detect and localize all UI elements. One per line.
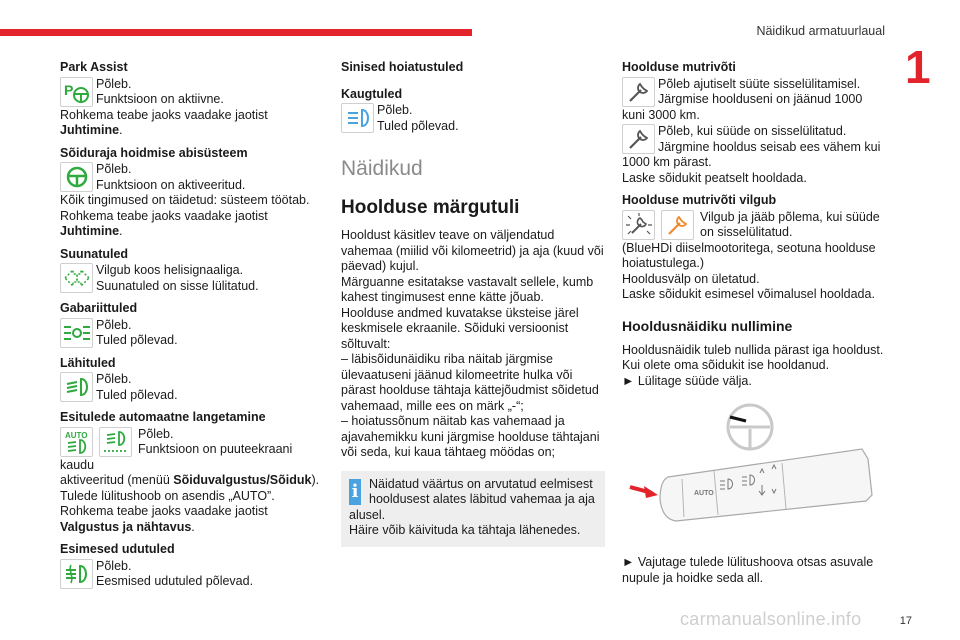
press-arrow [630,486,658,498]
turn-signals-desc: Suunatuled on sisse lülitatud. [96,278,259,293]
fog-lights-title: Esimesed udutuled [60,542,175,556]
info-note-text-2: Häire võib käivituda ka tähtaja lähenedes. [349,523,581,537]
side-lights-icon [60,318,93,348]
lane-assist-more-end: . [119,224,123,238]
info-note-text-1: Näidatud väärtus on arvutatud eelmisest hooldusest alates läbitud vahemaa ja aja alusel. [349,476,595,522]
turn-signals-title: Suunatuled [60,246,129,261]
park-assist-more [60,108,322,139]
spanner-icon [622,77,655,107]
svg-text:AUTO: AUTO [64,430,88,440]
service-spanner-text-2: Põleb, kui süüde on sisselülitatud. Järgmine hooldus seisab ees vähem kui 1000 km pärast. [622,124,881,169]
stalk-auto-label: AUTO [694,490,714,497]
high-beam-title: Kaugtuled [341,86,403,101]
chapter-number: 1 [905,41,931,93]
light-stalk-drawing [660,449,872,521]
spanner-flash-text-4: Laske sõidukit esimesel võimalusel hooldada. [622,287,875,301]
high-beam-icon [341,103,374,133]
reset-step-2: ► Vajutage tulede lülitushoova otsas asuvale nupule ja hoidke seda all. [622,555,874,585]
lane-assist-more [60,209,322,240]
park-assist-more-link: Juhtimine [60,123,120,137]
spanner-flash-icons [622,210,697,240]
service-spanner-title: Hoolduse mutrivõti [622,60,736,74]
side-lights-entry [60,318,322,349]
reset-step-1: ► Lülitage süüde välja. [622,373,752,388]
fog-lights-desc: Eesmised udutuled põlevad. [96,574,254,588]
flashing-spanner-icon [622,210,655,240]
low-beam-desc: Tuled põlevad. [96,387,178,402]
steering-wheel-icon [60,162,93,192]
lane-assist-conditions: Kõik tingimused on täidetud: süsteem töötab. [60,193,310,207]
page-header-title: Näidikud armatuurlaual [756,24,885,38]
column-right [622,60,884,586]
high-beam-desc: Tuled põlevad. [377,118,459,133]
spanner-flash-text-2: (BlueHDi diiselmootoritega, seotuna hoolduse hoiatustulega.) [622,240,876,270]
front-fog-icon [60,559,93,589]
turn-signal-icon [60,263,93,293]
page-number: 17 [899,615,912,627]
orange-spanner-icon [661,210,694,240]
reset-title: Hooldusnäidiku nullimine [622,317,793,334]
auto-lights-more-pre: Rohkema teabe jaoks vaadake jaotist [60,504,268,518]
high-beam-state: Põleb. [377,103,413,117]
service-spanner-text-3: Laske sõidukit peatselt hooldada. [622,170,807,185]
lane-assist-desc: Funktsioon on aktiveeritud. [96,177,246,192]
auto-headlamp-icon [60,427,93,457]
auto-lights-more [60,504,322,535]
service-spanner-entry-1 [622,77,884,124]
service-para-1: Hooldust käsitlev teave on väljendatud vahemaa (miilid või kilomeetrid) ja aja (kuud või päevad) kujul. [341,228,604,273]
low-beam-state: Põleb. [96,372,132,386]
auto-lights-menu-pre: aktiveeritud (menüü [60,473,174,487]
service-spanner-text-1: Põleb ajutiselt süüte sisselülitamisel. Järgmise hoolduseni on jäänud 1000 kuni 3000 km. [622,76,863,122]
park-assist-desc: Funktsioon on aktiivne. [96,92,224,106]
auto-lights-menu-post: ). [311,473,320,487]
low-beam-title: Lähituled [60,355,116,370]
service-para-5: – hoiatussõnum näitab kas vahemaad ja ajavahemikku kuni järgmise hoolduse tähtajani või seda, kui kaua tähtaeg möödas on; [341,414,600,459]
info-note [341,471,605,547]
auto-lights-stalk: Tulede lülitushoob on asendis „AUTO”. [60,488,275,503]
spanner-flash-title: Hoolduse mutrivõti vilgub [622,193,777,207]
low-beam-entry [60,372,322,403]
auto-lights-title: Esitulede automaatne langetamine [60,410,266,424]
spanner-flash-text-1: Vilgub ja jääb põlema, kui süüde on sisselülitatud. [700,209,880,239]
auto-lights-desc: Funktsioon on puuteekraani kaudu [60,442,293,472]
park-assist-title: Park Assist [60,60,128,74]
service-indicator-title: Hoolduse märgutuli [341,197,520,218]
info-icon: i [349,479,361,505]
svg-text:P: P [63,81,73,98]
lane-assist-more-link: Juhtimine [60,224,120,238]
watermark: carmanualsonline.info [680,609,862,629]
auto-lights-entry [60,427,322,536]
park-assist-more-text: Rohkema teabe jaoks vaadake jaotist [60,107,268,122]
auto-lights-state: Põleb. [138,426,174,441]
fog-lights-state: Põleb. [96,558,132,573]
column-left [60,60,322,590]
steering-wheel-drawing [728,405,772,449]
side-lights-title: Gabariittuled [60,301,138,315]
low-beam-icon [60,372,93,402]
auto-lights-more-link: Valgustus ja nähtavus [60,519,192,534]
park-assist-icon [60,77,93,107]
lane-assist-entry [60,162,322,193]
lane-assist-more-text: Rohkema teabe jaoks vaadake jaotist [60,208,268,223]
headlamp-dashed-icon [99,427,132,457]
section-title: Näidikud [341,157,423,180]
turn-signals-state: Vilgub koos helisignaaliga. [96,263,244,277]
spanner-icon-2 [622,124,655,154]
service-para-4: – läbisõidunäidiku riba näitab järgmise ülevaatuseni jäänud kilomeetrite hulka või pärast hoolduse tähtaja kättejõudmist sõidetud vahemaad, mille ees on märk „-“; [341,352,599,413]
side-lights-state: Põleb. [96,317,132,332]
column-middle [341,60,605,547]
side-lights-desc: Tuled põlevad. [96,333,178,347]
park-assist-more-end: . [119,123,123,137]
high-beam-entry [341,103,605,134]
auto-lights-more-post: . [191,519,195,534]
header-accent-bar [0,29,472,36]
service-para-3: Hoolduse andmed kuvatakse üksteise järel keskmisele ekraanile. Sõiduki versioonist sõltuvalt: [341,305,579,351]
auto-lights-menu [60,473,322,489]
spanner-flash-text-3: Hooldusvälp on ületatud. [622,271,760,286]
lane-assist-title: Sõiduraja hoidmise abisüsteem [60,145,248,160]
fog-lights-entry [60,559,322,590]
service-para-2: Märguanne esitatakse vastavalt sellele, kumb kahest tingimusest enne kätte jõuab. [341,274,594,304]
turn-signals-entry [60,263,322,294]
reset-para-2: Kui olete oma sõidukit ise hooldanud. [622,358,830,372]
lane-assist-state: Põleb. [96,162,132,176]
park-assist-entry [60,77,322,108]
auto-lights-icons [60,427,135,457]
spanner-flash-entry [622,210,884,241]
park-assist-state: Põleb. [96,76,132,91]
service-spanner-entry-2 [622,124,884,171]
auto-lights-menu-link: Sõiduvalgustus/Sõiduk [173,473,312,487]
blue-warnings-title: Sinised hoiatustuled [341,60,464,74]
reset-para-1: Hooldusnäidik tuleb nullida pärast iga hooldust. [622,342,884,357]
light-stalk-illustration [622,399,884,549]
